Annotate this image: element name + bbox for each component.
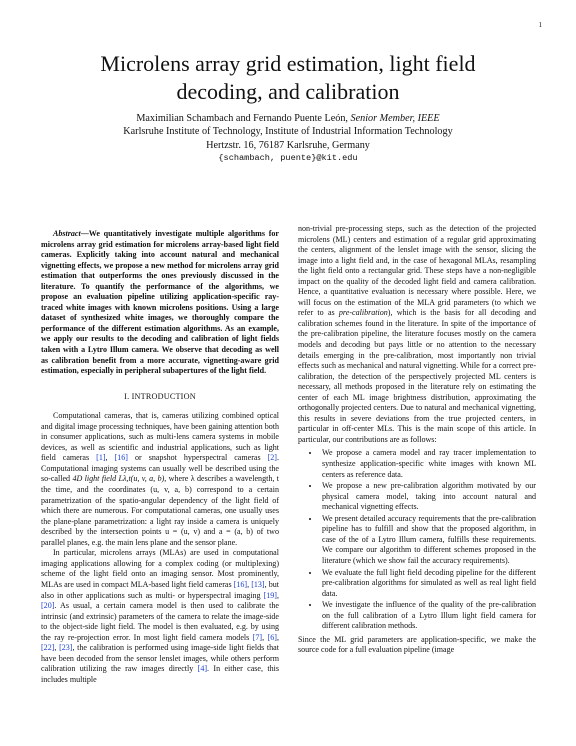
citation-link[interactable]: [19] bbox=[263, 590, 277, 600]
title-line-1: Microlens array grid estimation, light field bbox=[100, 51, 476, 76]
citation-link[interactable]: [2] bbox=[267, 453, 277, 463]
list-item: • We evaluate the full light field decoding pipeline for the different pre-calibration algorithms for simulated as well as real light field data. bbox=[320, 568, 536, 600]
intro-paragraph-1: Computational cameras, that is, cameras utilizing combined optical and digital image processing techniques, have been gaining attention both in consumer applications, such as multi-lens camera systems in mobile devices, as well as scientific and industrial applications, such as light field cameras [1], [16] or snapshot hyperspectral cameras [2]. Computational imaging systems can usually well be described using the so-called 4D light field Lλ,t(u, v, a, b), where λ describes a wavelength, t the time, and the coordinates (u, v, a, b) correspond to a certain parametrization of the spatio-angular dependency of the light field of which there are numerous. For computational cameras, one usually uses the plane-plane parametrization: a light ray inside a camera is uniquely described by the intersection points u = (u, v) and a = (a, b) of two parallel planes, e.g. the main lens plane and the sensor plane. bbox=[41, 411, 279, 547]
list-item: • We investigate the influence of the quality of the pre-calibration on the full calibration of a Lytro Illum light field camera for different calibration methods. bbox=[320, 600, 536, 632]
citation-link[interactable]: [20] bbox=[41, 601, 55, 611]
abstract bbox=[41, 229, 279, 377]
citation-link[interactable]: [4] bbox=[197, 664, 208, 674]
address: Hertzstr. 16, 76187 Karlsruhe, Germany bbox=[206, 139, 370, 151]
citation-link[interactable]: [23] bbox=[59, 643, 73, 653]
author-role: Senior Member, IEEE bbox=[350, 113, 440, 124]
abstract-text: —We quantitatively investigate multiple algorithms for microlens array grid estimation for microlens array-based light field cameras. Explicitly taking into account natural and mechanical vignetting effects, we propose a new method for microlens array grid estimation that outperforms the ones previously discussed in the literature. To quantify the performance of the algorithms, we propose an evaluation pipeline utilizing application-specific ray-traced white images with known microlens positions. Using a large dataset of synthesized white images, we thoroughly compare the performance of the different estimation algorithms. As an example, we apply our results to the decoding and calibration of light fields taken with a Lytro Illum camera. We observe that decoding as well as calibration benefit from a more accurate, vignetting-aware grid estimation, especially in peripheral subapertures of the light field. bbox=[41, 229, 279, 376]
text-run: In particular, microlens arrays (MLAs) are used in computational imaging applications allowing for a complex coding (or multiplexing) scheme of the light field onto an imaging sensor. Most prominently, MLAs are used in compact MLA-based light field cameras bbox=[41, 548, 279, 589]
text-run: . In either case, this includes multiple bbox=[41, 664, 279, 684]
text-run: or snapshot hyperspectral cameras bbox=[127, 453, 268, 463]
intro-paragraph-4: Since the ML grid parameters are application-specific, we make the source code for a full evaluation pipeline (image bbox=[298, 634, 536, 655]
citation-link[interactable]: [16] bbox=[114, 453, 128, 463]
citation-link[interactable]: [6] bbox=[267, 632, 277, 642]
math-symbol: Lλ,t(u, v, a, b) bbox=[116, 474, 165, 484]
list-item: • We present detailed accuracy requirements that the pre-calibration pipeline has to fulfill and show that the proposed algorithm, in case of the of a Lytro Illum camera, fulfills these requirements. We compare our algorithm to different schemes proposed in the literature (which we show fail the accuracy requirements). bbox=[320, 514, 536, 567]
text-run: , but also in other applications such as multi- or hyperspectral imaging bbox=[41, 579, 279, 600]
list-item: • We propose a new pre-calibration algorithm motivated by our physical camera model, taking into account natural and mechanical vignetting effects. bbox=[320, 481, 536, 513]
affiliation: Karlsruhe Institute of Technology, Institute of Industrial Information Technology bbox=[123, 126, 453, 138]
email: {schambach, puente}@kit.edu bbox=[218, 152, 358, 163]
intro-paragraph-2: In particular, microlens arrays (MLAs) are used in computational imaging applications allowing for a complex coding (or multiplexing) scheme of the light field onto an imaging sensor. Most prominently, MLAs are used in compact MLA-based light field cameras [16], [13], but also in other applications such as multi- or hyperspectral imaging [19], [20]. As usual, a certain camera model is then used to calibrate the intrinsic (and extrinsic) parameters of the camera to relate the image-side to the object-side light field. The model is then evaluated, e.g. by using the ray re-projection error. In most light field camera models [7], [6], [22], [23], the calibration is performed using image-side light fields that have been decoded from the sensor lenslet images, while others perform calibration utilizing the raw images directly [4]. In either case, this includes multiple bbox=[41, 548, 279, 684]
section-heading-introduction: I. INTRODUCTION bbox=[124, 391, 196, 401]
text-emphasis: pre-calibration bbox=[338, 308, 388, 318]
contributions-list bbox=[298, 448, 536, 631]
author-names: Maximilian Schambach and Fernando Puente León, bbox=[136, 113, 348, 124]
text-emphasis: 4D light field bbox=[72, 474, 117, 484]
text-run: non-trivial pre-processing steps, such as the detection of the projected microlens (ML) centers and estimation of a regular grid approximating the centers, alignment of the lenslet image with the sensor, slicing the image into a light field and, in the case of hexagonal MLAs, resampling the light field onto a rectangular grid. These steps have a non-negligible impact on the quality of the decoded light field and camera calibration. Hence, a quantitative evaluation is necessary where possible. Here, we will focus on the estimation of the MLA grid parameters (to which we refer to as bbox=[298, 224, 536, 318]
list-item: • We propose a camera model and ray tracer implementation to synthesize application-specific white images with known ML centers as reference data. bbox=[320, 448, 536, 480]
left-column bbox=[41, 224, 279, 685]
text-run: Computational cameras, that is, cameras utilizing combined optical and digital image processing techniques, have been gaining attention both in consumer applications, such as multi-lens camera systems in mobile devices, as well as scientific and industrial applications, such as light field cameras bbox=[41, 411, 279, 463]
abstract-lead: Abstract bbox=[53, 229, 81, 238]
citation-link[interactable]: [1] bbox=[96, 453, 106, 463]
citation-link[interactable]: [7] bbox=[252, 632, 263, 642]
right-column bbox=[298, 224, 536, 656]
text-run: . Computational imaging systems can usually well be described using the so-called bbox=[41, 453, 279, 484]
author-line bbox=[40, 112, 536, 125]
page-number: 1 bbox=[538, 21, 542, 29]
author-block bbox=[40, 112, 536, 165]
text-run: ), which is the basis for all decoding and calibration schemes found in the literature. In spite of the importance of the pre-calibration pipeline, the literature focuses mostly on the camera models and decoding but pays little or no attention to the necessary details emerging in the pre-calibration, most importantly non trivial effects such as mechanical and natural vignetting. While for a correct pre-calibration, the detection of the perspectively projected ML centers is necessary, all methods proposed in the literature rely on estimating the center of each ML image brightness distribution, approximating the orthogonally projected centers. Due to natural and mechanical vignetting, this results in severe deviations from the true projected centers, in particular in off-center MLs. This is the main scope of this article. In particular, our contributions are as follows: bbox=[298, 308, 536, 444]
citation-link[interactable]: [16] bbox=[233, 579, 248, 589]
intro-paragraph-3 bbox=[298, 224, 536, 445]
citation-link[interactable]: [22] bbox=[41, 643, 55, 653]
text-run: . As usual, a certain camera model is then used to calibrate the intrinsic (and extrinsic) parameters of the camera to relate the image-side to the object-side light field. The model is then evaluated, e.g. by using the ray re-projection error. In most light field camera models bbox=[41, 601, 279, 642]
paper-title bbox=[40, 50, 536, 106]
title-line-2: decoding, and calibration bbox=[176, 79, 400, 104]
citation-link[interactable]: [13] bbox=[251, 579, 265, 589]
text-run: , where λ describes a wavelength, t the time, and the coordinates (u, v, a, b) correspond to a certain parametrization of the spatio-angular dependency of the light field of which there are numerous. For computational cameras, one usually uses the plane-plane parametrization: a light ray inside a camera is uniquely described by the intersection points u = (u, v) and a = (a, b) of two parallel planes, e.g. the main lens plane and the sensor plane. bbox=[41, 474, 279, 547]
text-run: , the calibration is performed using image-side light fields that have been decoded from the sensor lenslet images, while others perform calibration utilizing the raw images directly bbox=[41, 643, 279, 674]
